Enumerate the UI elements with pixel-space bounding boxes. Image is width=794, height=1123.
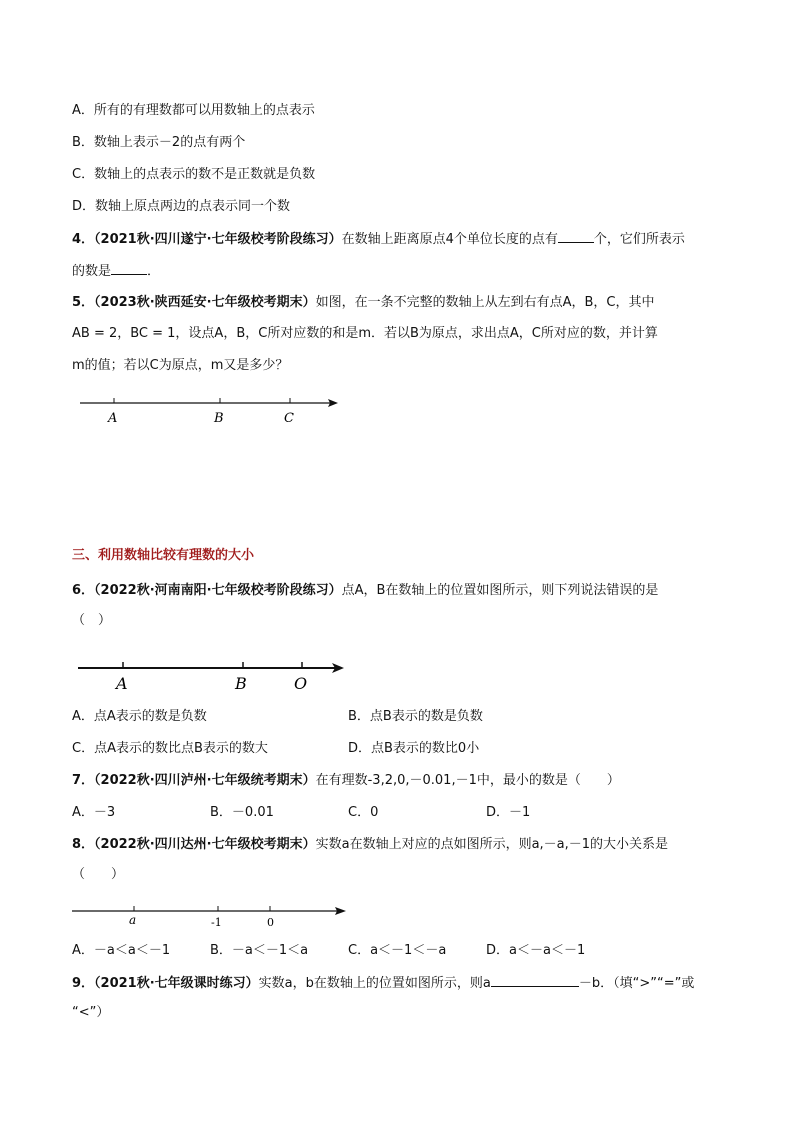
- section-3-title: 三、利用数轴比较有理数的大小: [72, 548, 255, 563]
- q8-line1: [72, 836, 668, 854]
- q5-number: 5．: [72, 295, 95, 310]
- q5-label-b: B: [214, 411, 224, 426]
- q6-label-b: B: [235, 674, 247, 693]
- q5-line2: AB = 2，BC = 1，设点A，B，C所对应数的和是m．若以B为原点，求出点A，C所对应的数，并计算: [72, 326, 658, 341]
- q6-option-c: C．点A表示的数比点B表示的数大: [72, 741, 268, 756]
- q6-label-o: O: [294, 674, 308, 693]
- q8-label-a: a: [129, 913, 137, 927]
- q7-option-b: B．－0.01: [210, 805, 274, 820]
- q7-line1: [72, 772, 620, 790]
- q8-option-c: C．a＜－1＜－a: [348, 943, 447, 958]
- q4-text1: 在数轴上距离原点4个单位长度的点有: [341, 232, 558, 247]
- q9-source: （2021秋·七年级课时练习）: [94, 976, 259, 991]
- q4-blank-1[interactable]: [558, 230, 594, 243]
- q3-option-a: A．所有的有理数都可以用数轴上的点表示: [72, 103, 315, 118]
- q5-line1: [72, 294, 655, 312]
- q7-text1: 在有理数-3,2,0,－0.01,－1中，最小的数是（ ）: [315, 773, 620, 788]
- q8-label-zero: 0: [267, 916, 274, 929]
- q8-paren: （ ）: [72, 867, 125, 882]
- q6-text1: 点A，B在数轴上的位置如图所示，则下列说法错误的是: [341, 583, 659, 598]
- q4-text2: 个，它们所表示: [593, 232, 685, 247]
- q8-text1: 实数a在数轴上对应的点如图所示，则a,－a,－1的大小关系是: [315, 837, 669, 852]
- q5-label-a: A: [108, 411, 118, 426]
- q6-label-a: A: [116, 674, 128, 693]
- q6-option-b: B．点B表示的数是负数: [348, 709, 483, 724]
- q6-line1: [72, 582, 658, 600]
- q8-option-d: D．a＜－a＜－1: [486, 943, 586, 958]
- q5-text1: 如图，在一条不完整的数轴上从左到右有点A，B，C，其中: [315, 295, 655, 310]
- q3-option-b-value: －2: [158, 135, 181, 150]
- q4-blank-2[interactable]: [111, 262, 147, 275]
- q8-source: （2022秋·四川达州·七年级校考期末）: [94, 837, 316, 852]
- q9-text1: 实数a，b在数轴上的位置如图所示，则a: [258, 976, 491, 991]
- q9-text2: －b．（填“>”“=”或: [578, 976, 695, 991]
- q6-option-a: A．点A表示的数是负数: [72, 709, 207, 724]
- q6-source: （2022秋·河南南阳·七年级校考阶段练习）: [94, 583, 342, 598]
- q8-label-minus1: -1: [211, 916, 222, 929]
- q8-number: 8．: [72, 837, 95, 852]
- q4-line2: [72, 262, 160, 281]
- q5-label-c: C: [284, 411, 294, 426]
- q9-blank[interactable]: [491, 974, 579, 987]
- q7-source: （2022秋·四川泸州·七年级统考期末）: [94, 773, 316, 788]
- q3-option-d: D．数轴上原点两边的点表示同一个数: [72, 199, 291, 214]
- q9-line1: [72, 974, 694, 993]
- q7-option-c: C．0: [348, 805, 379, 820]
- q8-option-a: A．－a＜a＜－1: [72, 943, 171, 958]
- q9-line2: “<”）: [72, 1005, 110, 1020]
- q7-option-d: D．－1: [486, 805, 531, 820]
- q3-option-b: [72, 134, 245, 152]
- q6-number-line: [78, 658, 353, 694]
- q3-option-c: C．数轴上的点表示的数不是正数就是负数: [72, 167, 316, 182]
- q4-text4: ．: [147, 264, 161, 279]
- q5-number-line: [80, 392, 350, 432]
- q6-paren: （ ）: [72, 613, 112, 628]
- q4-number: 4．: [72, 232, 95, 247]
- q5-source: （2023秋·陕西延安·七年级校考期末）: [94, 295, 316, 310]
- q5-line3: m的值；若以C为原点，m又是多少？: [72, 358, 289, 373]
- q4-source: （2021秋·四川遂宁·七年级校考阶段练习）: [94, 232, 342, 247]
- q8-option-b: B．－a＜－1＜a: [210, 943, 309, 958]
- q4-text3: 的数是: [72, 264, 112, 279]
- q7-option-a: A．－3: [72, 805, 116, 820]
- q8-number-line: [72, 898, 352, 934]
- q4-line1: [72, 230, 685, 249]
- q6-number: 6．: [72, 583, 95, 598]
- q3-option-b-post: 的点有两个: [180, 135, 246, 150]
- q3-option-b-pre: B．数轴上表示: [72, 135, 159, 150]
- q6-option-d: D．点B表示的数比0小: [348, 741, 480, 756]
- q9-number: 9．: [72, 976, 95, 991]
- q7-number: 7．: [72, 773, 95, 788]
